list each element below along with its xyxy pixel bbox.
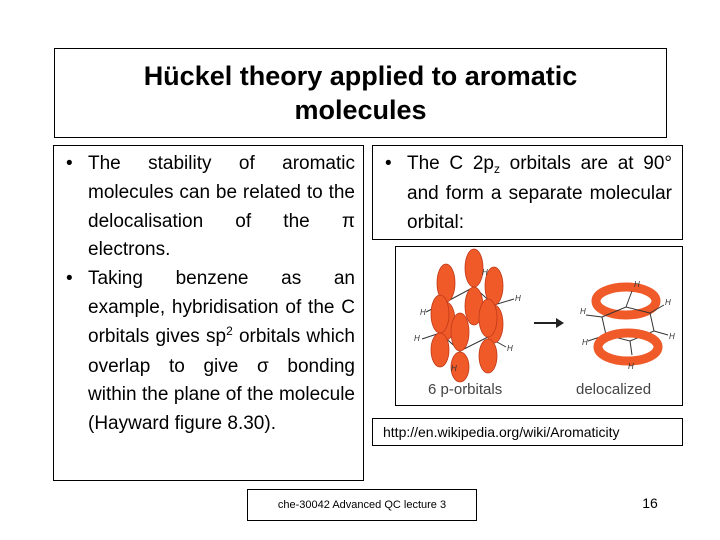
svg-text:H: H	[634, 280, 640, 289]
source-url-text[interactable]: http://en.wikipedia.org/wiki/Aromaticity	[383, 424, 620, 440]
superscript-2: 2	[226, 323, 233, 338]
slide-title: Hückel theory applied to aromatic molecules	[143, 61, 578, 125]
svg-text:H: H	[582, 338, 588, 347]
svg-text:H: H	[669, 332, 675, 341]
title-box	[54, 48, 667, 138]
svg-text:H: H	[628, 362, 634, 371]
delocalized-ring-icon	[580, 280, 675, 371]
bullet-2pz: • The C $2p_z$ orbitals are at 90° and form a separate molecular orbital:	[379, 150, 672, 237]
footer	[247, 489, 477, 521]
svg-text:H: H	[414, 334, 420, 343]
svg-text:H: H	[451, 364, 457, 373]
right-text-box	[372, 145, 683, 240]
page-number: 16	[642, 495, 658, 511]
bullet-benzene: • Taking benzene as an example, hybridisation of the C orbitals gives $sp^2$ orbitals which overlap to give σ bonding within the plane of the molecule (Hayward figure 8.30).	[60, 265, 355, 439]
left-bullet-list	[60, 150, 355, 439]
p-orbitals-benzene-icon	[414, 249, 521, 382]
subscript-z: z	[493, 162, 500, 176]
arrow-right-icon	[534, 318, 564, 328]
caption-p-orbitals: 6 p-orbitals	[428, 381, 503, 398]
right-bullet-list	[379, 150, 672, 237]
svg-text:H: H	[507, 344, 513, 353]
left-text-box	[53, 145, 364, 481]
footer-text: che-30042 Advanced QC lecture 3	[277, 499, 447, 511]
orbital-figure	[395, 246, 683, 406]
svg-text:H: H	[420, 308, 426, 317]
source-url[interactable]	[372, 418, 683, 446]
svg-text:H: H	[665, 298, 671, 307]
orbital-diagram	[396, 247, 682, 405]
svg-text:H: H	[580, 307, 586, 316]
caption-delocalized: delocalized	[576, 381, 652, 398]
bullet-stability: • The stability of aromatic molecules can be related to the delocalisation of the π electrons.	[60, 150, 355, 265]
svg-text:H: H	[482, 268, 488, 277]
svg-text:H: H	[515, 294, 521, 303]
